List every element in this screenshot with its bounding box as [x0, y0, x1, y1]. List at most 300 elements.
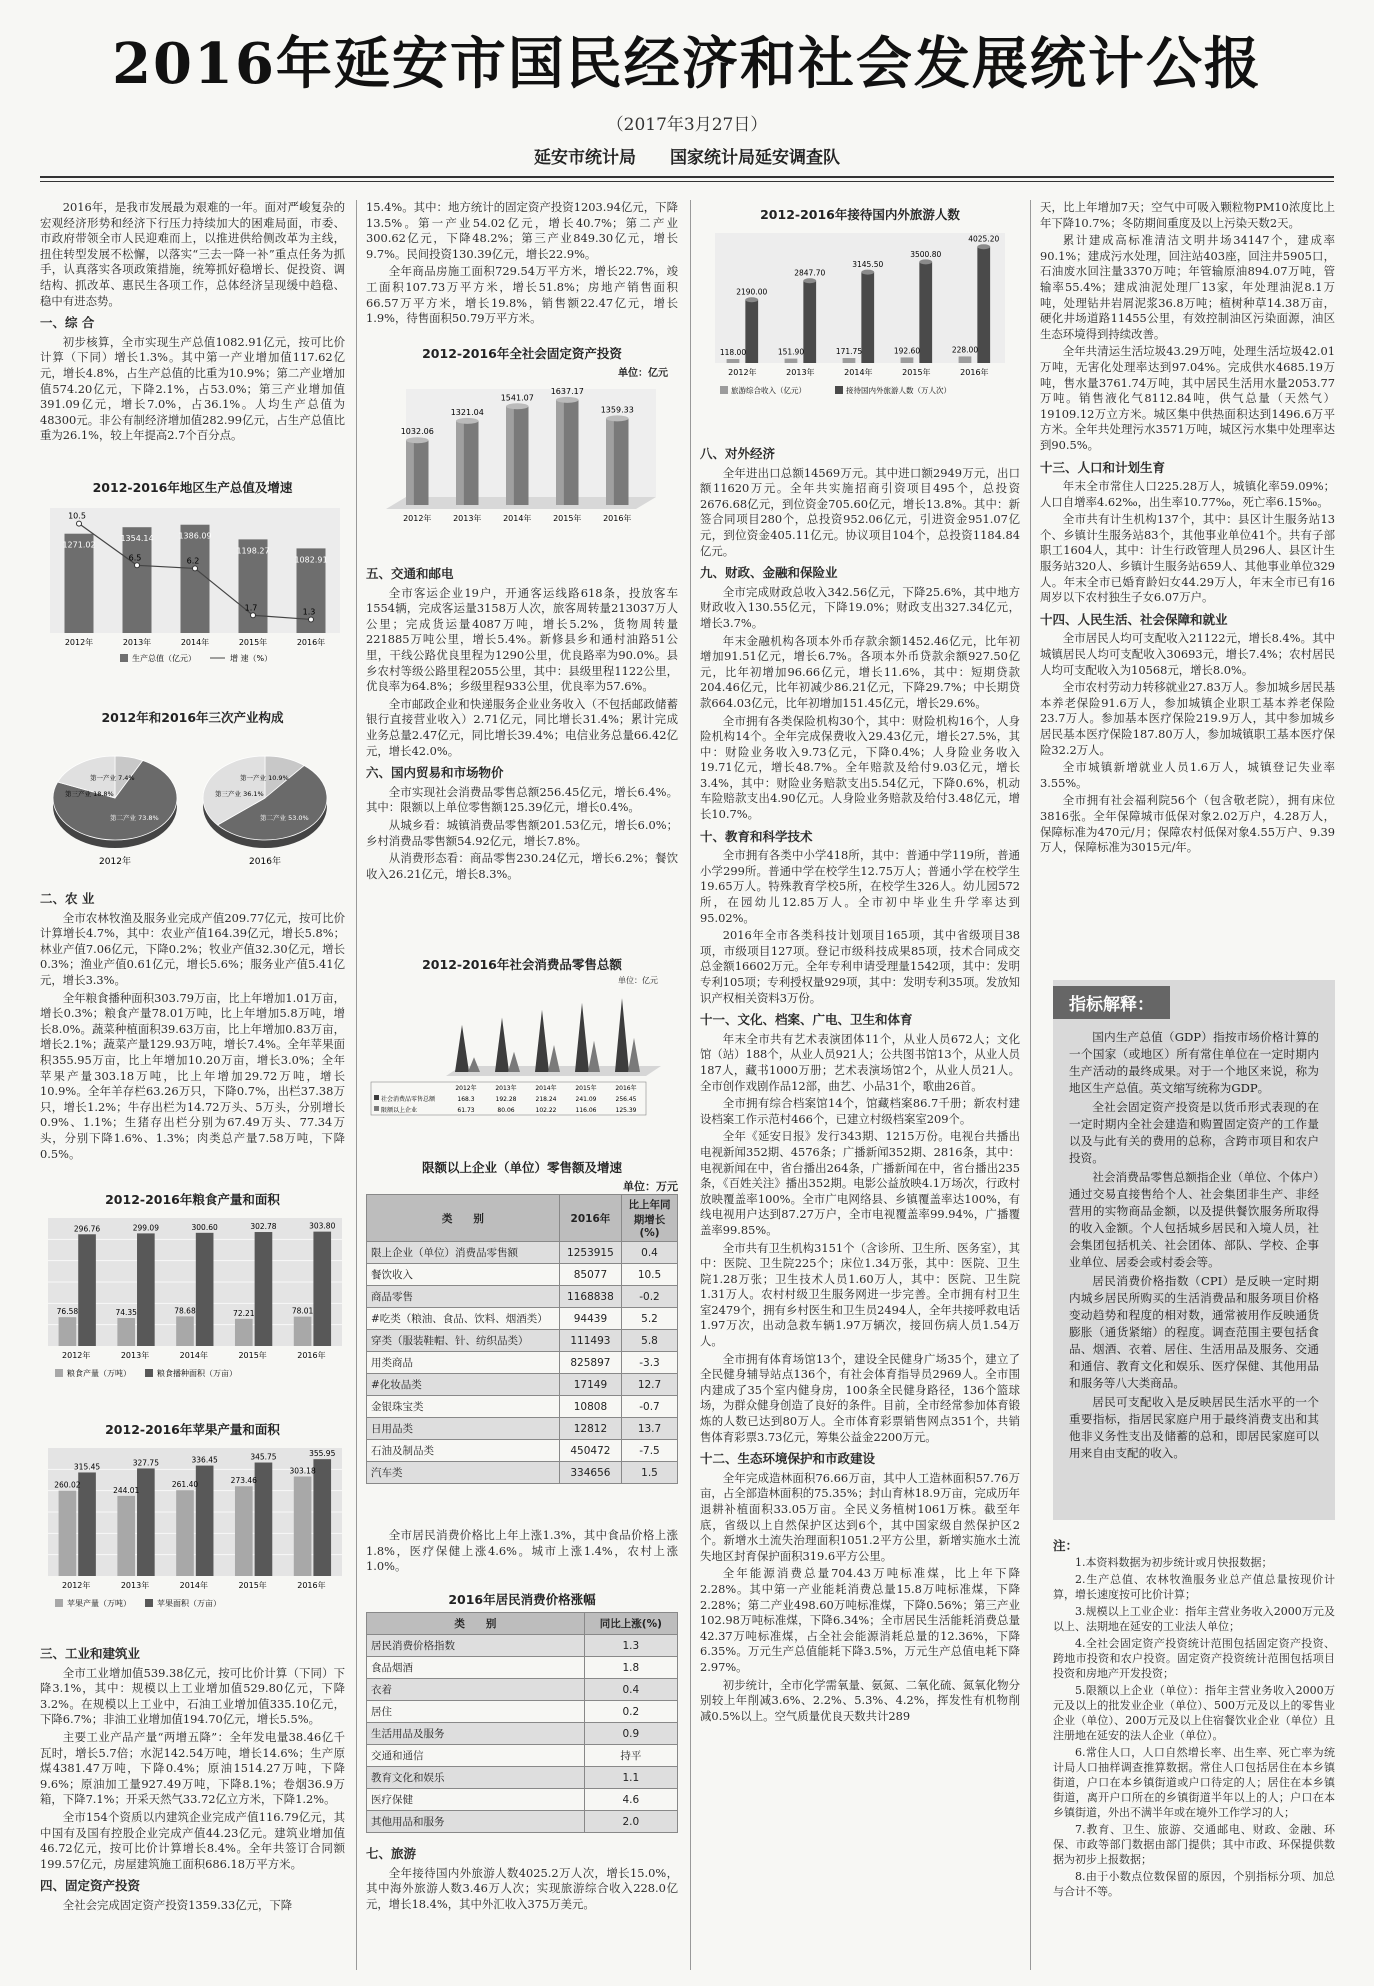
income-bar — [959, 356, 972, 363]
table-cell: 商品零售 — [367, 1286, 560, 1308]
paragraph: 全年粮食播种面积303.79万亩，比上年增加1.01万亩，增长0.3%；粮食产量78.01万吨，比上年增加5.8万吨，增长8.0%。蔬菜种植面积39.63万亩，比上年增加0.83万亩，增长2.1%；蔬菜产量129.93万吨，增长7.4%。全年苹果面积355.95万亩，比上年增加10.20万亩，增长3.0%；全年苹果产量303.18万吨，比上年增加29.72万吨，增长10.9%。全年羊存栏63.26万只，下降0.7%，出栏37.38万只，增长1.2%；牛存出栏为14.72万头、5万头，分别增长0.9%、1.1%；生猪存出栏分别为67.49万头、77.34万头，分别下降1.6%、1.3%；肉类总产量7.58万吨，下降0.5%。 — [40, 990, 345, 1161]
series1-label: 78.68 — [174, 1306, 196, 1316]
section-heading: 五、交通和邮电 — [366, 566, 454, 581]
section-heading: 六、国内贸易和市场物价 — [366, 765, 504, 781]
paragraph: 全市拥有综合档案馆14个，馆藏档案86.7千册；新农村建设档案工作示范村466个，已建立村级档案室209个。 — [700, 1096, 1020, 1126]
x-tick-label: 2015年 — [238, 638, 268, 647]
growth-label: 6.5 — [128, 553, 142, 563]
investment-bar-highlight — [406, 440, 414, 505]
series2-bar — [313, 1459, 331, 1576]
intro-paragraph: 2016年，是我市发展最为艰难的一年。面对严峻复杂的宏观经济形势和经济下行压力持续加大的困难局面，市委、市政府带领全市人民迎难而上，以推进供给侧改革为主线，扭住转型发展不松懈，以落实“三去一降一补”重点任务为抓手，认真落实各项政策措施，统筹抓好稳增长、促投资、调结构、抓改革、惠民生各项工作，总体经济呈现缓中趋稳、稳中有进态势。 — [40, 200, 345, 308]
series2-bar — [137, 1233, 155, 1346]
section-heading: 十四、人民生活、社会保障和就业 — [1040, 611, 1228, 627]
series1-bar — [117, 1496, 135, 1576]
table-header-cell: 同比上涨(%) — [584, 1613, 677, 1635]
explanation-paragraph: 居民可支配收入是反映居民生活水平的一个重要指标，指居民家庭户用于最终消费支出和其他非义务性支出及储蓄的总和，即居民家庭可以用来自由支配的收入。 — [1069, 1395, 1319, 1460]
table-row — [367, 1396, 678, 1418]
paragraph: 全市客运企业19户，开通客运线路618条，投放客车1554辆，完成客运量3158万人次，旅客周转量213037万人公里；完成货运量4087万吨，增长5.2%，货物周转量221885万吨公里，增长5.4%。新修县乡和通村油路51公里，干线公路优良里程为1290公里，优良路率为90.0%。县乡农村等级公路里程2055公里，其中：县级里程1122公里，优良率为64.8%；乡级里程933公里，优良率为57.6%。 — [366, 585, 678, 694]
table-row — [367, 1723, 678, 1745]
income-bar — [843, 358, 856, 363]
series1-bar — [117, 1318, 135, 1346]
pie-label: 第三产业 36.1% — [215, 790, 264, 798]
table-row — [367, 1462, 678, 1484]
paragraph: 全市工业增加值539.38亿元，按可比价计算（下同）下降3.1%，其中：规模以上工业增加值529.80亿元，下降3.2%。在规模以上工业中，石油工业增加值335.10亿元，下降6.7%；非油工业增加值194.70亿元，增长5.5%。 — [40, 1665, 345, 1727]
table-row — [367, 1440, 678, 1462]
growth-point — [251, 613, 256, 618]
x-tick-label: 2013年 — [495, 1085, 517, 1092]
x-tick-label: 2013年 — [122, 638, 152, 647]
table-header-row — [367, 1195, 678, 1242]
retail-value: 192.28 — [495, 1096, 517, 1103]
limit-cone — [468, 1057, 480, 1072]
x-tick-label: 2014年 — [180, 638, 210, 647]
column-3 — [700, 440, 1020, 1726]
table-row — [367, 1330, 678, 1352]
paragraph: 全市拥有各类中小学418所，其中：普通中学119所，普通小学299所。普通中学在校学生12.75万人；普通小学在校学生19.65万人。特殊教育学校5所，在校学生326人。幼儿园572所，在园幼儿12.85万人。全市初中毕业生升学率达到95.02%。 — [700, 848, 1020, 925]
x-tick-label: 2016年 — [297, 1581, 326, 1590]
table-row — [367, 1635, 678, 1657]
retail-cone — [615, 998, 629, 1072]
visitors-label: 2847.70 — [794, 268, 826, 278]
table-row — [367, 1701, 678, 1723]
table-header-cell: 类 别 — [367, 1613, 585, 1635]
growth-point — [193, 566, 198, 571]
series1-label: 261.40 — [171, 1480, 199, 1490]
growth-label: 6.2 — [186, 556, 200, 566]
chart-title: 2012-2016年接待国内外旅游人数 — [760, 207, 960, 222]
chart-title: 2012-2016年苹果产量和面积 — [105, 1422, 280, 1437]
series1-bar — [235, 1319, 253, 1346]
paragraph: 全市完成财政总收入342.56亿元，下降25.6%，其中地方财政收入130.55亿元，下降19.0%；财政支出327.34亿元，增长3.7%。 — [700, 584, 1020, 630]
series2-label: 336.45 — [191, 1455, 218, 1465]
tourism-chart-svg — [700, 225, 1020, 425]
paragraph: 年末金融机构各项本外币存款余额1452.46亿元，比年初增加91.51亿元，增长6.7%。各项本外币贷款余额927.50亿元，比年初增加96.66亿元，增长11.6%，其中：短期贷款204.46亿元，比年初减少86.21亿元，下降29.7%；中长期贷款664.03亿元，比年初增加151.45亿元，增长29.6%。 — [700, 633, 1020, 710]
retail-value: 218.24 — [535, 1096, 557, 1103]
x-tick-label: 2012年 — [62, 1351, 91, 1360]
legend-swatch — [55, 1599, 63, 1607]
retail-table — [366, 1194, 678, 1484]
legend-label: 接待国内外旅游人数（万人次） — [846, 386, 951, 395]
column-2 — [366, 200, 678, 329]
paragraph: 全年商品房施工面积729.54万平方米，增长22.7%，竣工面积107.73万平方米，增长51.8%；房地产销售面积66.57万平方米，增长19.8%，销售额22.47亿元，增长1.9%，待售面积50.79万平方米。 — [366, 264, 678, 326]
limit-value: 61.73 — [457, 1107, 475, 1114]
x-tick-label: 2016年 — [603, 514, 632, 523]
paragraph: 年末全市常住人口225.28万人，城镇化率59.09%；人口自增率4.62‰，出生率10.77‰，死亡率6.15‰。 — [1040, 479, 1335, 509]
paragraph: 全市拥有社会福利院56个（包含敬老院），拥有床位3816张。全年保障城市低保对象2.02万户，4.28万人，保障标准为470元/月；保障农村低保对象4.55万户、9.39万人，保障标准为3015元/年。 — [1040, 793, 1335, 855]
column-1-industry — [40, 1640, 345, 1916]
issuer-survey-team: 国家统计局延安调查队 — [669, 148, 840, 168]
gdp-bar — [181, 525, 210, 633]
investment-bar-highlight — [556, 400, 564, 505]
paragraph: 主要工业产品产量“两增五降”：全年发电量38.46亿千瓦时，增长5.7倍；水泥142.54万吨，增长14.6%；生产原煤4381.47万吨，下降0.4%；原油1514.27万吨，下降9.6%；原油加工量927.49万吨，下降8.1%；卷烟36.9万箱，下降7.1%；开采天然气33.72亿立方米，下降1.2%。 — [40, 1729, 345, 1807]
growth-label: 1.7 — [244, 603, 258, 613]
section-heading: 八、对外经济 — [700, 446, 776, 461]
legend-label: 增 速（%） — [230, 654, 273, 663]
x-tick-label: 2014年 — [535, 1085, 557, 1092]
legend-label: 苹果产量（万吨） — [67, 1599, 131, 1608]
table-cell: 居民消费价格指数 — [367, 1635, 585, 1657]
series1-label: 72.21 — [233, 1308, 255, 1318]
chart-title: 2012-2016年地区生产总值及增速 — [92, 480, 293, 495]
retail-value: 168.3 — [457, 1096, 475, 1103]
table-cell: -3.3 — [622, 1352, 678, 1374]
table-cell: 334656 — [559, 1462, 621, 1484]
column-1-agriculture — [40, 885, 345, 1164]
series1-label: 273.46 — [230, 1476, 257, 1486]
plot-area — [715, 233, 1005, 363]
limit-value: 125.39 — [615, 1107, 637, 1114]
income-label: 118.00 — [719, 348, 747, 357]
paragraph: 从城乡看：城镇消费品零售额201.53亿元，增长6.0%；乡村消费品零售额54.92亿元，增长7.8%。 — [366, 817, 678, 848]
table-cell: #化妆品类 — [367, 1374, 560, 1396]
visitors-bar — [745, 300, 758, 363]
grain-chart-svg — [40, 1210, 345, 1395]
cpi-table — [366, 1612, 678, 1833]
legend-swatch — [835, 386, 843, 394]
pie-label: 第二产业 73.8% — [110, 814, 159, 822]
x-tick-label: 2014年 — [179, 1581, 209, 1590]
limit-cone — [628, 1038, 640, 1072]
series1-label: 74.35 — [115, 1308, 137, 1318]
note-item: 1.本资料数据为初步统计或月快报数据； — [1075, 1556, 1273, 1569]
column-divider — [1030, 200, 1031, 1970]
table-cell: 金银珠宝类 — [367, 1396, 560, 1418]
tourism-chart — [700, 205, 1020, 425]
paragraph: 累计建成高标准清洁文明井场34147个，建成率90.1%；建成污水处理，回注站403座，回注井5905口，石油废水回注量3370万吨；年管输原油894.07万吨，管输率55.4%；建成油泥处理厂13家，年处理油泥8.1万吨，处理钻井岩屑泥浆36.8万吨；植树种草14.38万亩，硬化井场道路11455公里，有效控制油区污染面源，油区生态环境得到持续改善。 — [1040, 233, 1335, 341]
cpi-table-block — [366, 1590, 678, 1833]
x-tick-label: 2012年 — [403, 514, 432, 523]
table-cell: 825897 — [559, 1352, 621, 1374]
investment-bar-highlight — [456, 421, 464, 505]
investment-bar-top — [606, 415, 629, 421]
x-tick-label: 2013年 — [120, 1581, 150, 1590]
paragraph: 初步统计，全市化学需氧量、氨氮、二氧化硫、氮氧化物分别较上年削减3.6%、2.2%、5.3%、4.2%，挥发性有机物削减0.5%以上。空气质量优良天数共计289 — [700, 1677, 1020, 1723]
x-tick-label: 2016年 — [615, 1085, 637, 1092]
paragraph: 全市居民人均可支配收入21122元，增长8.4%。其中城镇居民人均可支配收入30693元，增长7.4%；农村居民人均可支配收入为10568元，增长8.0%。 — [1040, 631, 1335, 677]
table-cell: 交通和通信 — [367, 1745, 585, 1767]
gdp-chart — [40, 478, 345, 683]
series2-bar — [196, 1466, 214, 1576]
income-label: 151.90 — [777, 347, 805, 357]
column-4 — [1040, 200, 1335, 858]
x-tick-label: 2015年 — [238, 1581, 267, 1590]
investment-bar-highlight — [506, 406, 514, 505]
table-cell: -0.7 — [622, 1396, 678, 1418]
growth-label: 1.3 — [302, 607, 316, 617]
series2-label: 300.60 — [191, 1222, 218, 1232]
explanation-paragraph: 全社会固定资产投资是以货币形式表现的在一定时期内全社会建造和购置固定资产的工作量以及与此有关的费用的总称，含跨市项目和农户投资。 — [1069, 1100, 1319, 1165]
series2-bar — [78, 1234, 96, 1346]
paragraph: 从消费形态看：商品零售230.24亿元，增长6.2%；餐饮收入26.21亿元，增长8.3%。 — [366, 851, 678, 881]
table-row — [367, 1286, 678, 1308]
series2-label: 303.80 — [309, 1221, 336, 1231]
apple-chart — [40, 1420, 345, 1625]
table-row — [367, 1264, 678, 1286]
table-cell: 0.2 — [584, 1701, 677, 1723]
legend-swatch — [55, 1369, 63, 1377]
paragraph: 全年共清运生活垃圾43.29万吨，处理生活垃圾42.01万吨，无害化处理率达到97.04%。完成供水4685.19万吨，售水量3761.74万吨，其中居民生活用水量2053.77万吨。销售液化气8112.84吨，供气总量（天然气）19109.12万立方米。城区集中供热面积达到1496.6万平方米。全年共处理污水3571万吨，城区污水集中处理率达到90.5%。 — [1040, 344, 1335, 452]
x-tick-label: 2012年 — [64, 638, 94, 647]
column-2-price — [366, 1528, 678, 1577]
table-cell: 5.8 — [622, 1330, 678, 1352]
table-row — [367, 1767, 678, 1789]
investment-label: 1359.33 — [600, 405, 634, 415]
visitors-bar — [977, 247, 990, 363]
paragraph: 全市城镇新增就业人员1.6万人，城镇登记失业率3.55%。 — [1040, 760, 1335, 790]
legend-swatch — [374, 1106, 379, 1111]
retail-cone — [455, 1025, 469, 1072]
visitors-label: 3145.50 — [852, 260, 884, 270]
table-header-cell: 比上年同期增长(%) — [622, 1195, 678, 1242]
limit-value: 116.06 — [575, 1107, 597, 1114]
table-cell: 石油及制品类 — [367, 1440, 560, 1462]
table-cell: 1.5 — [622, 1462, 678, 1484]
series2-label: 296.76 — [73, 1224, 101, 1234]
gdp-bar-label: 1386.09 — [178, 531, 212, 541]
series1-label: 303.18 — [289, 1466, 316, 1476]
investment-label: 1321.04 — [450, 407, 484, 417]
table-cell: 1253915 — [559, 1242, 621, 1264]
table-row — [367, 1679, 678, 1701]
paragraph: 全市拥有各类保险机构30个，其中：财险机构16个，人身险机构14个。全年完成保费收入29.43亿元，增长27.5%，其中：财险业务收入9.73亿元，下降0.4%；人身险业务收入19.71亿元，增长48.7%。全年赔款及给付9.03亿元，增长3.4%，其中：财险业务赔款支出5.54亿元，下降0.6%，机动车险赔款支出4.90亿元。人身险业务赔款及给付3.48亿元，增长10.7%。 — [700, 713, 1020, 822]
section-heading: 二、农 业 — [40, 891, 95, 906]
visitors-bar-top — [919, 259, 932, 264]
visitors-label: 2190.00 — [736, 287, 768, 297]
table-row — [367, 1745, 678, 1767]
table-cell: 111493 — [559, 1330, 621, 1352]
chart-title: 2012-2016年社会消费品零售总额 — [422, 957, 622, 972]
table-cell: 1.8 — [584, 1657, 677, 1679]
paragraph: 全年完成造林面积76.66万亩，其中人工造林面积57.76万亩，占全部造林面积的75.35%；封山育林18.9万亩，完成历年退耕补植面积33.05万亩。全民义务植树1061万株。截至年底，省级以上自然保护区达到6个，其中国家级自然保护区2个。新增水土流失治理面积1051.2平方公里，新增实施水土流失地区封育保护面积319.6平方公里。 — [700, 1470, 1020, 1563]
paragraph: 全市拥有体育场馆13个，建设全民健身广场35个，建立了全民健身辅导站点136个，有社会体育指导员2969人。全市围内建成了35个室内健身房，100条全民健身路径，136个篮球场，为群众健身创造了良好的条件。目前，全市经常参加体育锻炼的人数已达到80万人。全市体育彩票销售网点351个，共销售体育彩票3.73亿元，筹集公益金2200万元。 — [700, 1351, 1020, 1444]
paragraph: 全年进出口总额14569万元。其中进口额2949万元，出口额11620万元。全年共实施招商引资项目495个，总投资2676.68亿元，到位资金705.60亿元，增长13.8%。其中：新签合同项目280个，总投资952.06亿元，引进资金951.07亿元，到位资金405.11亿元。协议项目104个，总投资1184.84亿元。 — [700, 465, 1020, 558]
visitors-bar — [803, 281, 816, 363]
series1-bar — [294, 1476, 312, 1576]
series1-bar — [59, 1317, 77, 1346]
legend-label: 粮食播种面积（万亩） — [157, 1369, 237, 1378]
issuer-line — [0, 143, 1374, 168]
income-bar — [727, 359, 740, 363]
table-cell: 0.4 — [584, 1679, 677, 1701]
paragraph: 15.4%。其中：地方统计的固定资产投资1203.94亿元，下降13.5%。第一产业54.02亿元，增长40.7%；第二产业300.62亿元，下降48.2%；第三产业849.30亿元，增长9.7%。民间投资130.39亿元，增长22.9%。 — [366, 200, 678, 261]
income-label: 171.75 — [835, 347, 863, 357]
table-cell: #吃类（粮油、食品、饮料、烟酒类） — [367, 1308, 560, 1330]
explanation-paragraph: 国内生产总值（GDP）指按市场价格计算的一个国家（或地区）所有常住单位在一定时期内生产活动的最终成果。对于一个地区来说，称为地区生产总值。英文缩写统称为GDP。 — [1069, 1030, 1319, 1095]
paragraph: 全市实现社会消费品零售总额256.45亿元，增长6.4%。其中：限额以上单位零售额125.39亿元，增长0.4%。 — [366, 784, 678, 815]
explanation-paragraph: 居民消费价格指数（CPI）是反映一定时期内城乡居民所购买的生活消费品和服务项目价格变动趋势和程度的相对数，通常被用作反映通货膨胀（通货紧缩）的程度。调查范围主要包括食品、烟酒、衣着、居住、生活用品及服务、交通和通信、教育文化和娱乐、医疗保健、其他用品和服务等八大类商品。 — [1069, 1274, 1319, 1390]
indicator-explanation-box — [1053, 980, 1335, 1520]
investment-label: 1541.07 — [500, 393, 534, 403]
visitors-bar-top — [977, 244, 990, 249]
chart-title: 2012年和2016年三次产业构成 — [101, 710, 284, 725]
pie-label: 第三产业 18.8% — [65, 790, 114, 798]
legend-label: 粮食产量（万吨） — [67, 1369, 131, 1378]
paragraph: 全年接待国内外旅游人数4025.2万人次，增长15.0%，其中海外旅游人数3.46万人次；实现旅游综合收入228.0亿元，增长18.4%，其中外汇收入375万美元。 — [366, 1865, 678, 1911]
table-cell: 17149 — [559, 1374, 621, 1396]
table-cell: 0.4 — [622, 1242, 678, 1264]
investment-label: 1032.06 — [400, 427, 434, 437]
series2-label: 302.78 — [250, 1222, 277, 1232]
series2-label: 327.75 — [132, 1458, 159, 1468]
pie-label: 第一产业 10.9% — [240, 774, 289, 782]
legend-label: 社会消费品零售总额 — [381, 1096, 436, 1103]
column-2-transport — [366, 560, 678, 884]
investment-bar-top — [506, 403, 529, 409]
paragraph: 全年《延安日报》发行343期、1215万份。电视台共播出电视新闻352期、4576条；广播新闻352期、2816条，其中：电视新闻在中，省台播出264条，广播新闻在中，省台播出235条，《百姓关注》播出352期。电影公益放映4.1万场次，行政村放映覆盖率100%。全市广电网络县、乡镇覆盖率达100%，有线电视用户达到87.27万户，全市电视覆盖率99.94%，广播覆盖率99.85%。 — [700, 1129, 1020, 1237]
series2-bar — [196, 1233, 214, 1346]
section-heading: 十二、生态环境保护和市政建设 — [700, 1451, 876, 1467]
page-title: 2016年延安市国民经济和社会发展统计公报 — [112, 31, 1262, 97]
pie-label: 第二产业 53.0% — [260, 814, 309, 822]
header-rule — [40, 176, 1334, 178]
section-heading: 十、教育和科学技术 — [700, 828, 813, 844]
paragraph: 初步核算，全市实现生产总值1082.91亿元，按可比价计算（下同）增长1.3%。其中第一产业增加值117.62亿元，增长4.8%，占生产总值的比重为10.9%；第二产业增加值574.20亿元，下降2.1%，占53.0%；第三产业增加值391.09亿元，增长7.0%，占36.1%。人均生产总值为48300元。非公有制经济增加值282.99亿元，占生产总值比重为26.1%，较上年提高2.7个百分点。 — [40, 334, 345, 443]
table-cell: 限上企业（单位）消费品零售额 — [367, 1242, 560, 1264]
section-heading: 十一、文化、档案、广电、卫生和体育 — [700, 1012, 913, 1028]
series2-bar — [313, 1232, 331, 1346]
table-cell: 5.2 — [622, 1308, 678, 1330]
x-tick-label: 2014年 — [179, 1351, 209, 1360]
legend-label: 限额以上企业 — [381, 1107, 418, 1114]
issuer-statistics-bureau: 延安市统计局 — [534, 148, 637, 168]
investment-bar-highlight — [606, 418, 614, 505]
x-tick-label: 2016年 — [297, 1351, 326, 1360]
pie-year-label: 2012年 — [99, 857, 131, 867]
table-cell: -7.5 — [622, 1440, 678, 1462]
series1-label: 76.58 — [56, 1307, 79, 1317]
series2-bar — [137, 1468, 155, 1576]
income-label: 228.00 — [951, 345, 979, 355]
growth-point — [77, 521, 82, 526]
table-row — [367, 1374, 678, 1396]
paragraph: 全市居民消费价格比上年上涨1.3%，其中食品价格上涨1.8%，医疗保健上涨4.6%。城市上涨1.4%，农村上涨1.0%。 — [366, 1528, 678, 1574]
column-1 — [40, 200, 345, 446]
x-tick-label: 2013年 — [786, 368, 815, 377]
gdp-chart-svg — [40, 498, 345, 683]
legend-swatch — [145, 1369, 153, 1377]
paragraph: 全市农林牧渔及服务业完成产值209.77亿元，按可比价计算增长4.7%，其中：农业产值164.39亿元，增长5.8%；林业产值7.06亿元，下降0.2%；牧业产值32.30亿元，增长0.3%；渔业产值0.61亿元，增长5.6%；服务业产值5.41亿元，增长3.3%。 — [40, 910, 345, 987]
limit-cone — [508, 1052, 520, 1072]
series1-label: 78.01 — [291, 1306, 314, 1316]
grain-chart — [40, 1190, 345, 1395]
table-row — [367, 1242, 678, 1264]
chart-unit: 单位：亿元 — [618, 976, 658, 985]
table-cell: 10808 — [559, 1396, 621, 1418]
note-item: 6.常住人口，人口自然增长率、出生率、死亡率为统计局人口抽样调查推算数据。常住人口包括居住在本乡镇街道，户口在本乡镇街道或户口待定的人；居住在本乡镇街道，离开户口所在的乡镇街道半年以上的人；户口在本乡镇街道，外出不满半年或在境外工作学习的人； — [1053, 1746, 1335, 1819]
chart-title: 2012-2016年粮食产量和面积 — [105, 1192, 280, 1207]
table-cell: 1168838 — [559, 1286, 621, 1308]
table-cell: 12812 — [559, 1418, 621, 1440]
series2-bar — [255, 1232, 273, 1346]
table-cell: 用类商品 — [367, 1352, 560, 1374]
pie-label: 第一产业 7.4% — [90, 774, 135, 782]
publish-date: （2017年3月27日） — [606, 115, 768, 135]
table-row — [367, 1308, 678, 1330]
table-cell: 4.6 — [584, 1789, 677, 1811]
x-tick-label: 2012年 — [728, 368, 757, 377]
table-cell: 衣着 — [367, 1679, 585, 1701]
table-header-cell: 类 别 — [367, 1195, 560, 1242]
series2-label: 355.95 — [309, 1449, 336, 1459]
table-row — [367, 1657, 678, 1679]
note-item: 5.限额以上企业（单位）：指年主营业务收入2000万元及以上的批发业企业（单位）、500万元及以上的零售业企业（单位）、200万元及以上住宿餐饮业企业（单位）且注册地在延安的法人企业（单位）。 — [1053, 1684, 1335, 1742]
retail-value: 256.45 — [615, 1096, 637, 1103]
investment-chart-svg — [366, 379, 678, 549]
visitors-label: 4025.20 — [968, 234, 1000, 244]
legend-label: 旅游综合收入（亿元） — [731, 386, 806, 395]
series1-label: 244.01 — [113, 1485, 140, 1495]
note-item: 8.由于小数点位数保留的原因，个别指标分项、加总与合计不等。 — [1053, 1870, 1335, 1898]
table-cell: 450472 — [559, 1440, 621, 1462]
section-heading: 四、固定资产投资 — [40, 1878, 141, 1894]
x-tick-label: 2015年 — [575, 1085, 597, 1092]
legend-label: 生产总值（亿元） — [132, 654, 196, 663]
series2-bar — [255, 1463, 273, 1576]
table-cell: 94439 — [559, 1308, 621, 1330]
x-tick-label: 2013年 — [120, 1351, 150, 1360]
x-tick-label: 2013年 — [453, 514, 482, 523]
table-cell: 教育文化和娱乐 — [367, 1767, 585, 1789]
note-item: 2.生产总值、农林牧渔服务业总产值总量按现价计算，增长速度按可比价计算； — [1053, 1573, 1335, 1601]
series1-bar — [235, 1486, 253, 1576]
retail-chart — [366, 955, 678, 1130]
limit-cone — [588, 1041, 600, 1072]
section-heading: 七、旅游 — [366, 1846, 417, 1861]
x-tick-label: 2014年 — [844, 368, 873, 377]
table-cell: 0.9 — [584, 1723, 677, 1745]
note-item: 4.全社会固定资产投资统计范围包括固定资产投资、跨地市投资和农户投资。固定资产投资统计范围包括项目投资和房地产开发投资； — [1053, 1637, 1335, 1680]
legend-label: 苹果面积（万亩） — [157, 1599, 221, 1608]
legend-swatch — [120, 654, 128, 662]
income-bar — [785, 359, 798, 363]
table-cell: 12.7 — [622, 1374, 678, 1396]
retail-cone — [575, 1003, 589, 1072]
series1-bar — [176, 1316, 194, 1346]
visitors-bar — [919, 262, 932, 363]
table-row — [367, 1811, 678, 1833]
paragraph: 全社会完成固定资产投资1359.33亿元，下降 — [62, 1897, 293, 1912]
series1-bar — [59, 1491, 77, 1576]
notes-block — [1053, 1538, 1335, 1901]
retail-value: 241.09 — [575, 1096, 597, 1103]
x-tick-label: 2016年 — [960, 368, 989, 377]
section-heading: 一、综 合 — [40, 315, 95, 331]
table-title: 限额以上企业（单位）零售额及增速 — [421, 1160, 622, 1175]
table-cell: 10.5 — [622, 1264, 678, 1286]
growth-label: 10.5 — [68, 511, 86, 521]
column-divider — [690, 200, 691, 1970]
series1-label: 260.02 — [54, 1480, 81, 1490]
note-item: 3.规模以上工业企业：指年主营业务收入2000万元及以上、法期地在延安的工业法人单位； — [1053, 1605, 1335, 1633]
retail-table-block — [366, 1158, 678, 1484]
table-cell: 1.3 — [584, 1635, 677, 1657]
paragraph: 全市共有计生机构137个，其中：县区计生服务站13个、乡镇计生服务站83个，其他事业单位41个。共有子部职工1604人，其中：计生行政管理人员296人、县区计生服务站320人、乡镇计生服务站659人、其他事业单位329人。年末全市已婚育龄妇女44.29万人，年末全市已有16周岁以下农村独生子女6.07万户。 — [1040, 512, 1335, 605]
table-cell: -0.2 — [622, 1286, 678, 1308]
visitors-bar — [861, 272, 874, 363]
investment-chart — [366, 344, 678, 549]
explanation-title: 指标解释： — [1053, 986, 1170, 1019]
growth-point — [309, 617, 314, 622]
table-cell: 生活用品及服务 — [367, 1723, 585, 1745]
table-cell: 其他用品和服务 — [367, 1811, 585, 1833]
paragraph: 全市邮政企业和快递服务企业业务收入（不包括邮政储蓄银行直接营业收入）2.71亿元，同比增长31.4%；累计完成业务总量2.47亿元，同比增长39.4%；电信业务总量66.42亿元，增长42.0%。 — [366, 696, 678, 758]
x-tick-label: 2016年 — [296, 638, 326, 647]
income-label: 192.60 — [893, 346, 921, 356]
header-rule-thin — [40, 181, 1334, 182]
table-cell: 居住 — [367, 1701, 585, 1723]
notes-title: 注： — [1053, 1538, 1079, 1553]
series2-bar — [78, 1472, 96, 1576]
